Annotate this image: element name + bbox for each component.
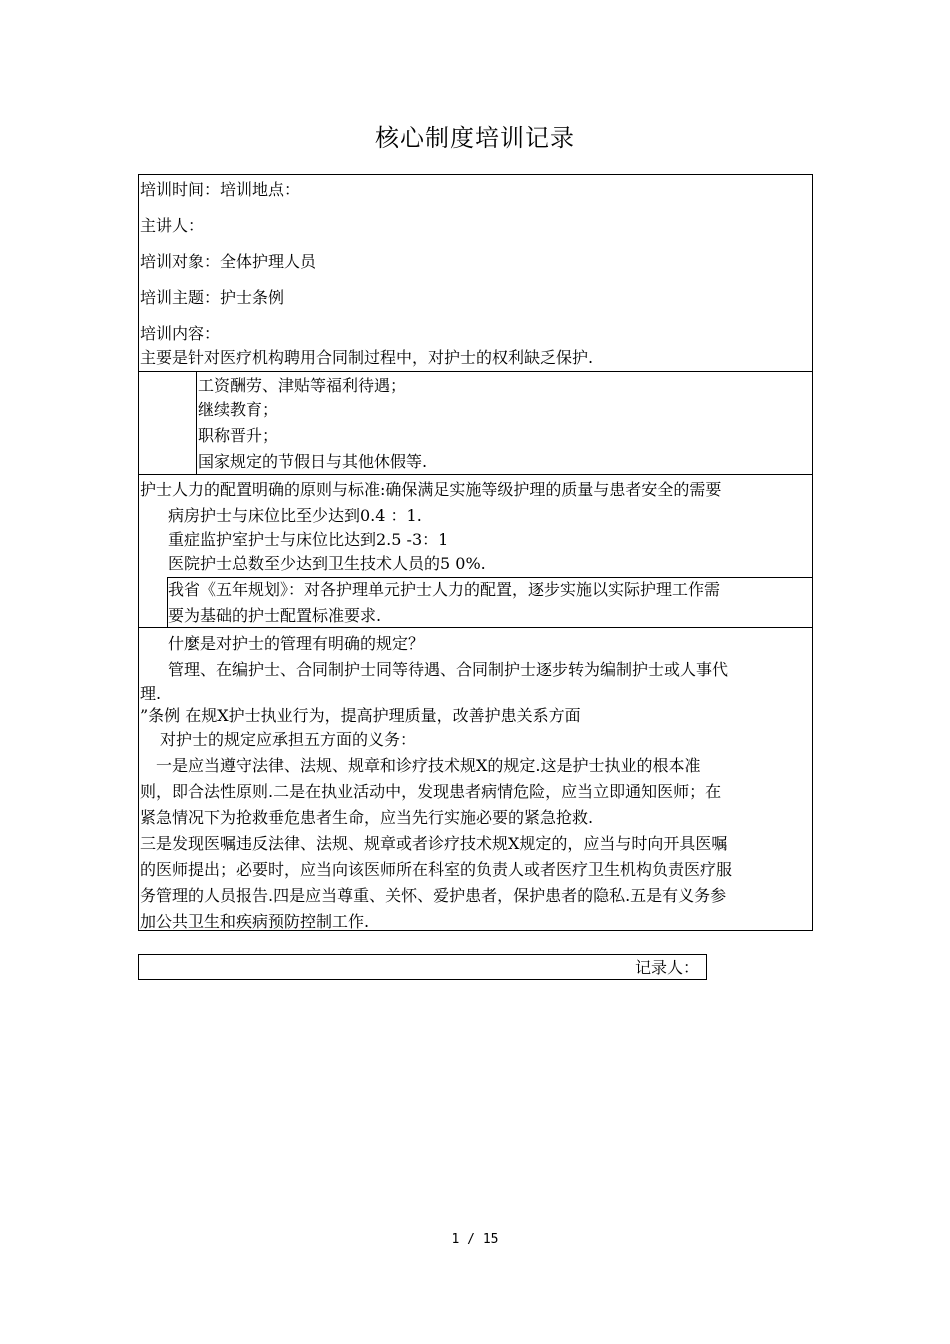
topic-field: 培训主题：护士条例 [140,288,285,307]
content-intro: 主要是针对医疗机构聘用合同制过程中，对护士的权利缺乏保护. [140,348,594,367]
management-line: 三是发现医嘱违反法律、法规、规章或者诊疗技术规X规定的，应当与时向开具医嘱 [140,834,728,853]
recorder-box [138,954,707,980]
management-line: 一是应当遵守法律、法规、规章和诊疗技术规X的规定.这是护士执业的根本准 [156,756,701,775]
divider-line [139,474,812,475]
divider-line [139,627,812,628]
divider-line [167,577,812,578]
rights-item: 国家规定的节假日与其他休假等. [198,452,428,471]
page-title: 核心制度培训记录 [375,124,575,152]
rights-item: 继续教育； [198,400,279,419]
rights-item: 职称晋升； [198,426,279,445]
management-line: 务管理的人员报告.四是应当尊重、关怀、爱护患者，保护患者的隐私.五是有义务参 [140,886,727,905]
staffing-heading: 护士人力的配置明确的原则与标准:确保满足实施等级护理的质量与患者安全的需要 [140,480,722,499]
staffing-item: 病房护士与床位比至少达到0.4 ：1. [168,506,422,525]
management-line: 理. [140,684,162,703]
rights-item: 工资酬劳、津贴等福利待遇； [198,376,407,395]
divider-line [196,371,197,474]
management-line: 则，即合法性原则.二是在执业活动中，发现患者病情危险，应当立即通知医师；在 [140,782,722,801]
staffing-item: 医院护士总数至少达到卫生技术人员的5 0%. [168,554,486,573]
management-line: 的医师提出；必要时，应当向该医师所在科室的负责人或者医疗卫生机构负责医疗服 [140,860,733,879]
speaker-field: 主讲人： [140,216,205,235]
training-time-location: 培训时间：培训地点： [140,180,301,199]
management-line: ”条例 在规X护士执业行为，提高护理质量，改善护患关系方面 [140,706,581,725]
management-line: 加公共卫生和疾病预防控制工作. [140,912,370,931]
content-label: 培训内容： [140,324,221,343]
management-line: 什麼是对护士的管理有明确的规定？ [168,634,425,653]
plan-line: 我省《五年规划》：对各护理单元护士人力的配置，逐步实施以实际护理工作需 [168,580,721,599]
plan-line: 要为基础的护士配置标准要求. [168,606,382,625]
page-number: 1 / 15 [451,1232,499,1247]
management-line: 管理、在编护士、合同制护士同等待遇、合同制护士逐步转为编制护士或人事代 [168,660,729,679]
management-line: 对护士的规定应承担五方面的义务： [160,730,417,749]
audience-field: 培训对象：全体护理人员 [140,252,317,271]
recorder-label: 记录人： [635,958,700,977]
staffing-item: 重症监护室护士与床位比达到2.5 -3：1 [168,530,449,549]
management-line: 紧急情况下为抢救垂危患者生命，应当先行实施必要的紧急抢救. [140,808,594,827]
divider-line [139,371,812,372]
